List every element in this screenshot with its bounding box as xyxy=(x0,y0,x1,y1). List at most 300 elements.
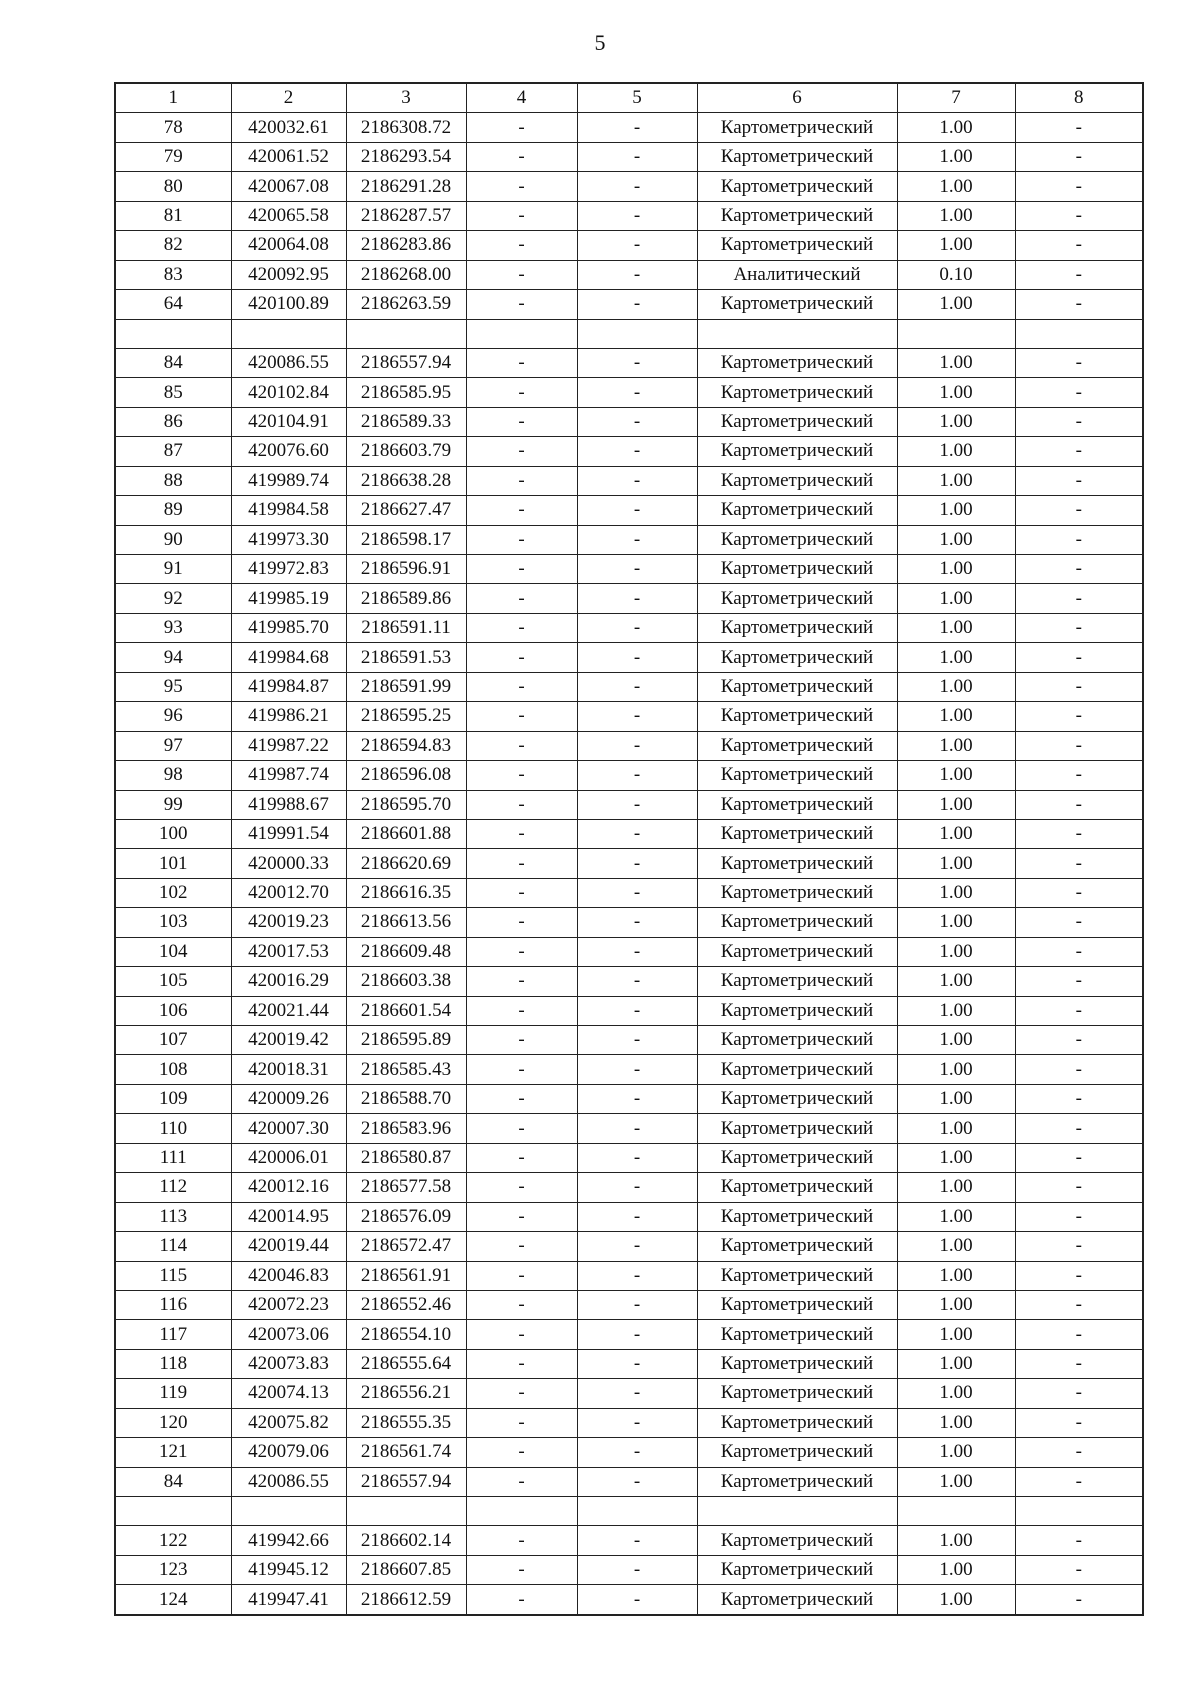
table-cell: Картометрический xyxy=(697,466,897,495)
table-cell: - xyxy=(1015,1261,1143,1290)
table-cell: - xyxy=(577,290,697,319)
table-cell: - xyxy=(577,790,697,819)
table-cell: 2186557.94 xyxy=(346,1467,466,1496)
table-cell: - xyxy=(466,142,577,171)
table-cell: Картометрический xyxy=(697,1555,897,1584)
column-header: 6 xyxy=(697,83,897,113)
table-cell: 419989.74 xyxy=(231,466,346,495)
table-cell: 1.00 xyxy=(897,672,1015,701)
table-cell: - xyxy=(577,378,697,407)
table-cell: 97 xyxy=(115,731,231,760)
table-cell: - xyxy=(466,496,577,525)
table-cell: Картометрический xyxy=(697,702,897,731)
table-cell: 1.00 xyxy=(897,1261,1015,1290)
table-cell: 2186268.00 xyxy=(346,260,466,289)
table-row xyxy=(115,348,1143,377)
table-cell: 2186287.57 xyxy=(346,201,466,230)
table-cell: 88 xyxy=(115,466,231,495)
table-cell: 1.00 xyxy=(897,555,1015,584)
table-cell: - xyxy=(577,1290,697,1319)
table-row xyxy=(115,1438,1143,1467)
table-cell: - xyxy=(466,1467,577,1496)
table-cell xyxy=(466,319,577,348)
column-header: 2 xyxy=(231,83,346,113)
table-cell: 1.00 xyxy=(897,643,1015,672)
table-cell: - xyxy=(577,761,697,790)
table-cell: - xyxy=(466,790,577,819)
table-cell: - xyxy=(577,1114,697,1143)
table-cell: 420104.91 xyxy=(231,407,346,436)
table-cell: Картометрический xyxy=(697,1290,897,1319)
table-cell xyxy=(1015,1497,1143,1526)
table-row xyxy=(115,1026,1143,1055)
table-cell: - xyxy=(466,1555,577,1584)
table-cell: Картометрический xyxy=(697,290,897,319)
table-cell: - xyxy=(577,1232,697,1261)
table-cell: - xyxy=(466,967,577,996)
table-row xyxy=(115,1143,1143,1172)
table-cell: - xyxy=(577,407,697,436)
table-cell: 420006.01 xyxy=(231,1143,346,1172)
table-cell: - xyxy=(577,1467,697,1496)
table-cell: Картометрический xyxy=(697,1438,897,1467)
table-cell: 2186595.89 xyxy=(346,1026,466,1055)
table-cell: 2186591.11 xyxy=(346,613,466,642)
table-row xyxy=(115,319,1143,348)
table-row xyxy=(115,849,1143,878)
table-cell: - xyxy=(577,672,697,701)
table-row xyxy=(115,1467,1143,1496)
table-cell: 1.00 xyxy=(897,584,1015,613)
table-cell: - xyxy=(577,1438,697,1467)
table-row xyxy=(115,1320,1143,1349)
table-cell: 420032.61 xyxy=(231,113,346,142)
table-cell: 419972.83 xyxy=(231,555,346,584)
table-cell: - xyxy=(1015,1173,1143,1202)
table-cell: 420064.08 xyxy=(231,231,346,260)
table-cell: Картометрический xyxy=(697,937,897,966)
table-cell: 420075.82 xyxy=(231,1408,346,1437)
table-cell xyxy=(577,1497,697,1526)
table-cell: - xyxy=(577,1585,697,1615)
table-cell: 420065.58 xyxy=(231,201,346,230)
table-cell: 2186591.53 xyxy=(346,643,466,672)
table-cell xyxy=(1015,319,1143,348)
table-cell: - xyxy=(577,231,697,260)
table-cell: - xyxy=(577,142,697,171)
table-cell: - xyxy=(466,761,577,790)
table-cell: 420086.55 xyxy=(231,348,346,377)
column-header: 7 xyxy=(897,83,1015,113)
table-cell: 1.00 xyxy=(897,1467,1015,1496)
table-cell: - xyxy=(1015,937,1143,966)
table-cell: 2186283.86 xyxy=(346,231,466,260)
table-cell xyxy=(697,1497,897,1526)
table-cell: 1.00 xyxy=(897,496,1015,525)
table-cell: - xyxy=(1015,1320,1143,1349)
table-cell: 2186594.83 xyxy=(346,731,466,760)
table-cell xyxy=(897,319,1015,348)
table-cell: 1.00 xyxy=(897,996,1015,1025)
table-cell: 420073.83 xyxy=(231,1349,346,1378)
table-cell: - xyxy=(466,290,577,319)
table-cell: 1.00 xyxy=(897,878,1015,907)
table-cell: 419985.70 xyxy=(231,613,346,642)
table-cell: 2186583.96 xyxy=(346,1114,466,1143)
table-row xyxy=(115,1202,1143,1231)
table-cell: 112 xyxy=(115,1173,231,1202)
table-cell: 83 xyxy=(115,260,231,289)
table-cell: 420061.52 xyxy=(231,142,346,171)
table-cell: 2186576.09 xyxy=(346,1202,466,1231)
table-cell: - xyxy=(1015,172,1143,201)
table-cell: 2186591.99 xyxy=(346,672,466,701)
table-row xyxy=(115,908,1143,937)
table-cell: - xyxy=(1015,201,1143,230)
table-cell: 1.00 xyxy=(897,1232,1015,1261)
table-cell: - xyxy=(577,878,697,907)
table-cell: 2186580.87 xyxy=(346,1143,466,1172)
table-cell: 96 xyxy=(115,702,231,731)
table-cell: 111 xyxy=(115,1143,231,1172)
table-cell: - xyxy=(1015,702,1143,731)
table-cell: Картометрический xyxy=(697,849,897,878)
table-cell: 420086.55 xyxy=(231,1467,346,1496)
table-cell: 2186554.10 xyxy=(346,1320,466,1349)
table-cell: - xyxy=(577,849,697,878)
table-cell: - xyxy=(577,908,697,937)
table-cell: - xyxy=(1015,1379,1143,1408)
table-cell: Картометрический xyxy=(697,761,897,790)
table-cell: 1.00 xyxy=(897,1438,1015,1467)
table-cell: 2186607.85 xyxy=(346,1555,466,1584)
table-cell: 2186638.28 xyxy=(346,466,466,495)
table-cell: - xyxy=(1015,260,1143,289)
column-header: 4 xyxy=(466,83,577,113)
table-cell: - xyxy=(466,407,577,436)
table-cell: 91 xyxy=(115,555,231,584)
table-cell: 420046.83 xyxy=(231,1261,346,1290)
table-cell: Картометрический xyxy=(697,348,897,377)
table-cell: 80 xyxy=(115,172,231,201)
table-cell: Картометрический xyxy=(697,908,897,937)
table-cell xyxy=(897,1497,1015,1526)
table-cell: 110 xyxy=(115,1114,231,1143)
table-cell: - xyxy=(577,201,697,230)
table-cell: - xyxy=(1015,555,1143,584)
table-cell: 1.00 xyxy=(897,1055,1015,1084)
table-cell: Картометрический xyxy=(697,1467,897,1496)
table-cell: 2186556.21 xyxy=(346,1379,466,1408)
table-cell: 118 xyxy=(115,1349,231,1378)
table-cell: 419984.58 xyxy=(231,496,346,525)
table-cell: - xyxy=(466,1408,577,1437)
table-row xyxy=(115,1055,1143,1084)
table-cell: 2186589.86 xyxy=(346,584,466,613)
table-cell: - xyxy=(466,201,577,230)
table-cell: Картометрический xyxy=(697,1143,897,1172)
table-cell: 419984.68 xyxy=(231,643,346,672)
table-cell: - xyxy=(577,1173,697,1202)
column-header: 5 xyxy=(577,83,697,113)
table-cell: - xyxy=(1015,496,1143,525)
table-cell: 420018.31 xyxy=(231,1055,346,1084)
table-row xyxy=(115,1290,1143,1319)
table-cell: Картометрический xyxy=(697,172,897,201)
table-cell: 1.00 xyxy=(897,1114,1015,1143)
table-cell: 420074.13 xyxy=(231,1379,346,1408)
table-cell: 116 xyxy=(115,1290,231,1319)
table-cell: - xyxy=(577,1555,697,1584)
table-row xyxy=(115,1408,1143,1437)
table-cell: Картометрический xyxy=(697,378,897,407)
table-cell: 420092.95 xyxy=(231,260,346,289)
table-cell: - xyxy=(466,1055,577,1084)
table-row xyxy=(115,996,1143,1025)
table-cell: - xyxy=(466,1232,577,1261)
table-cell: Картометрический xyxy=(697,437,897,466)
table-cell: - xyxy=(577,437,697,466)
table-cell: - xyxy=(577,260,697,289)
table-cell: - xyxy=(466,260,577,289)
table-cell: - xyxy=(466,113,577,142)
table-cell: 1.00 xyxy=(897,1202,1015,1231)
table-cell: 2186612.59 xyxy=(346,1585,466,1615)
table-cell: 64 xyxy=(115,290,231,319)
table-cell: 119 xyxy=(115,1379,231,1408)
table-cell xyxy=(466,1497,577,1526)
table-cell: - xyxy=(577,1143,697,1172)
table-cell: 1.00 xyxy=(897,613,1015,642)
table-cell: 420073.06 xyxy=(231,1320,346,1349)
table-cell: - xyxy=(466,613,577,642)
table-cell: 82 xyxy=(115,231,231,260)
table-cell: - xyxy=(577,1026,697,1055)
table-cell: 1.00 xyxy=(897,1408,1015,1437)
table-cell: 113 xyxy=(115,1202,231,1231)
table-cell: - xyxy=(466,1438,577,1467)
table-cell: - xyxy=(577,613,697,642)
table-cell: 419991.54 xyxy=(231,819,346,848)
table-cell: 419987.22 xyxy=(231,731,346,760)
table-cell: - xyxy=(1015,790,1143,819)
table-cell: Картометрический xyxy=(697,1026,897,1055)
table-cell xyxy=(115,1497,231,1526)
table-cell: - xyxy=(1015,731,1143,760)
table-cell: - xyxy=(577,525,697,554)
table-cell: Картометрический xyxy=(697,613,897,642)
table-cell: - xyxy=(1015,142,1143,171)
table-cell: - xyxy=(1015,613,1143,642)
table-cell xyxy=(231,1497,346,1526)
table-cell: 120 xyxy=(115,1408,231,1437)
table-cell: - xyxy=(577,172,697,201)
table-cell: 2186627.47 xyxy=(346,496,466,525)
table-cell: 2186595.70 xyxy=(346,790,466,819)
table-cell: - xyxy=(1015,1114,1143,1143)
table-cell: 2186263.59 xyxy=(346,290,466,319)
table-cell: - xyxy=(1015,466,1143,495)
table-cell: 1.00 xyxy=(897,290,1015,319)
table-cell: 2186596.08 xyxy=(346,761,466,790)
table-cell: 122 xyxy=(115,1526,231,1555)
table-cell: 103 xyxy=(115,908,231,937)
table-cell: - xyxy=(466,1261,577,1290)
table-row xyxy=(115,643,1143,672)
table-row xyxy=(115,172,1143,201)
page-number: 5 xyxy=(594,30,606,55)
table-cell: - xyxy=(1015,819,1143,848)
table-cell: Картометрический xyxy=(697,1055,897,1084)
table-cell: - xyxy=(577,996,697,1025)
table-cell: 121 xyxy=(115,1438,231,1467)
table-cell: Картометрический xyxy=(697,967,897,996)
table-cell: 1.00 xyxy=(897,1526,1015,1555)
table-cell: - xyxy=(466,348,577,377)
table-cell: - xyxy=(1015,437,1143,466)
table-cell: 1.00 xyxy=(897,172,1015,201)
table-cell: Картометрический xyxy=(697,584,897,613)
table-cell: - xyxy=(1015,584,1143,613)
table-cell: 102 xyxy=(115,878,231,907)
table-cell: 420017.53 xyxy=(231,937,346,966)
table-cell: 419945.12 xyxy=(231,1555,346,1584)
table-cell: Картометрический xyxy=(697,819,897,848)
table-cell: - xyxy=(466,584,577,613)
table-cell: Картометрический xyxy=(697,1261,897,1290)
table-cell: 2186585.43 xyxy=(346,1055,466,1084)
table-cell: 2186603.38 xyxy=(346,967,466,996)
table-cell: 1.00 xyxy=(897,231,1015,260)
table-cell: 1.00 xyxy=(897,761,1015,790)
table-cell: - xyxy=(1015,1143,1143,1172)
table-cell: Картометрический xyxy=(697,407,897,436)
table-cell: 117 xyxy=(115,1320,231,1349)
table-cell: - xyxy=(577,1526,697,1555)
column-header: 8 xyxy=(1015,83,1143,113)
table-cell: 115 xyxy=(115,1261,231,1290)
table-cell: - xyxy=(577,466,697,495)
table-cell: Картометрический xyxy=(697,555,897,584)
table-cell: 85 xyxy=(115,378,231,407)
table-cell: - xyxy=(1015,290,1143,319)
table-cell: Картометрический xyxy=(697,1526,897,1555)
table-cell: 86 xyxy=(115,407,231,436)
table-cell: 2186291.28 xyxy=(346,172,466,201)
table-cell: 2186585.95 xyxy=(346,378,466,407)
table-cell: 106 xyxy=(115,996,231,1025)
table-cell: 1.00 xyxy=(897,437,1015,466)
table-cell: 419987.74 xyxy=(231,761,346,790)
table-cell: 420019.23 xyxy=(231,908,346,937)
table-cell: 2186616.35 xyxy=(346,878,466,907)
table-cell: - xyxy=(1015,967,1143,996)
table-cell: 419947.41 xyxy=(231,1585,346,1615)
table-cell: - xyxy=(577,1379,697,1408)
table-cell: 420016.29 xyxy=(231,967,346,996)
table-row xyxy=(115,496,1143,525)
table-cell: 1.00 xyxy=(897,1143,1015,1172)
table-cell: - xyxy=(577,819,697,848)
table-cell: - xyxy=(1015,113,1143,142)
table-cell: Картометрический xyxy=(697,878,897,907)
table-cell: - xyxy=(1015,348,1143,377)
table-cell: 420007.30 xyxy=(231,1114,346,1143)
table-cell: 1.00 xyxy=(897,142,1015,171)
table-cell: 420102.84 xyxy=(231,378,346,407)
table-row xyxy=(115,290,1143,319)
table-cell: Картометрический xyxy=(697,643,897,672)
table-cell: Картометрический xyxy=(697,113,897,142)
table-cell: 2186601.88 xyxy=(346,819,466,848)
table-cell: - xyxy=(466,1349,577,1378)
table-row xyxy=(115,878,1143,907)
table-row xyxy=(115,1261,1143,1290)
table-row xyxy=(115,1497,1143,1526)
table-header-row xyxy=(115,83,1143,113)
table-cell: - xyxy=(1015,1585,1143,1615)
table-cell: - xyxy=(1015,878,1143,907)
table-cell xyxy=(115,319,231,348)
table-cell: - xyxy=(577,348,697,377)
table-cell: 420072.23 xyxy=(231,1290,346,1319)
table-cell: - xyxy=(466,1143,577,1172)
table-cell: 2186555.35 xyxy=(346,1408,466,1437)
table-row xyxy=(115,731,1143,760)
column-header: 3 xyxy=(346,83,466,113)
table-body xyxy=(115,113,1143,1615)
table-cell: 1.00 xyxy=(897,201,1015,230)
table-cell: 2186596.91 xyxy=(346,555,466,584)
table-cell: 1.00 xyxy=(897,819,1015,848)
table-cell: Картометрический xyxy=(697,1202,897,1231)
table-cell: 1.00 xyxy=(897,849,1015,878)
table-row xyxy=(115,790,1143,819)
table-cell: - xyxy=(466,525,577,554)
table-cell: Картометрический xyxy=(697,731,897,760)
table-cell: 419984.87 xyxy=(231,672,346,701)
table-cell: - xyxy=(1015,1232,1143,1261)
table-cell xyxy=(346,1497,466,1526)
table-cell: 1.00 xyxy=(897,407,1015,436)
table-cell: Картометрический xyxy=(697,1585,897,1615)
table-cell: 1.00 xyxy=(897,1379,1015,1408)
table-cell: 108 xyxy=(115,1055,231,1084)
table-cell: - xyxy=(466,849,577,878)
table-cell: - xyxy=(577,1084,697,1113)
table-cell: - xyxy=(466,1173,577,1202)
table-cell: - xyxy=(1015,761,1143,790)
table-cell: 84 xyxy=(115,348,231,377)
table-cell: 1.00 xyxy=(897,731,1015,760)
table-cell: - xyxy=(466,1026,577,1055)
table-cell: 2186557.94 xyxy=(346,348,466,377)
table-cell: 84 xyxy=(115,1467,231,1496)
table-row xyxy=(115,1585,1143,1615)
table-cell: 419985.19 xyxy=(231,584,346,613)
table-row xyxy=(115,584,1143,613)
table-cell: 1.00 xyxy=(897,1290,1015,1319)
table-cell: - xyxy=(466,1320,577,1349)
table-cell: - xyxy=(577,113,697,142)
table-cell: 90 xyxy=(115,525,231,554)
table-cell: 420019.44 xyxy=(231,1232,346,1261)
table-cell: - xyxy=(1015,1349,1143,1378)
table-row xyxy=(115,378,1143,407)
table-cell: - xyxy=(1015,231,1143,260)
table-cell: - xyxy=(577,643,697,672)
table-cell: Картометрический xyxy=(697,996,897,1025)
